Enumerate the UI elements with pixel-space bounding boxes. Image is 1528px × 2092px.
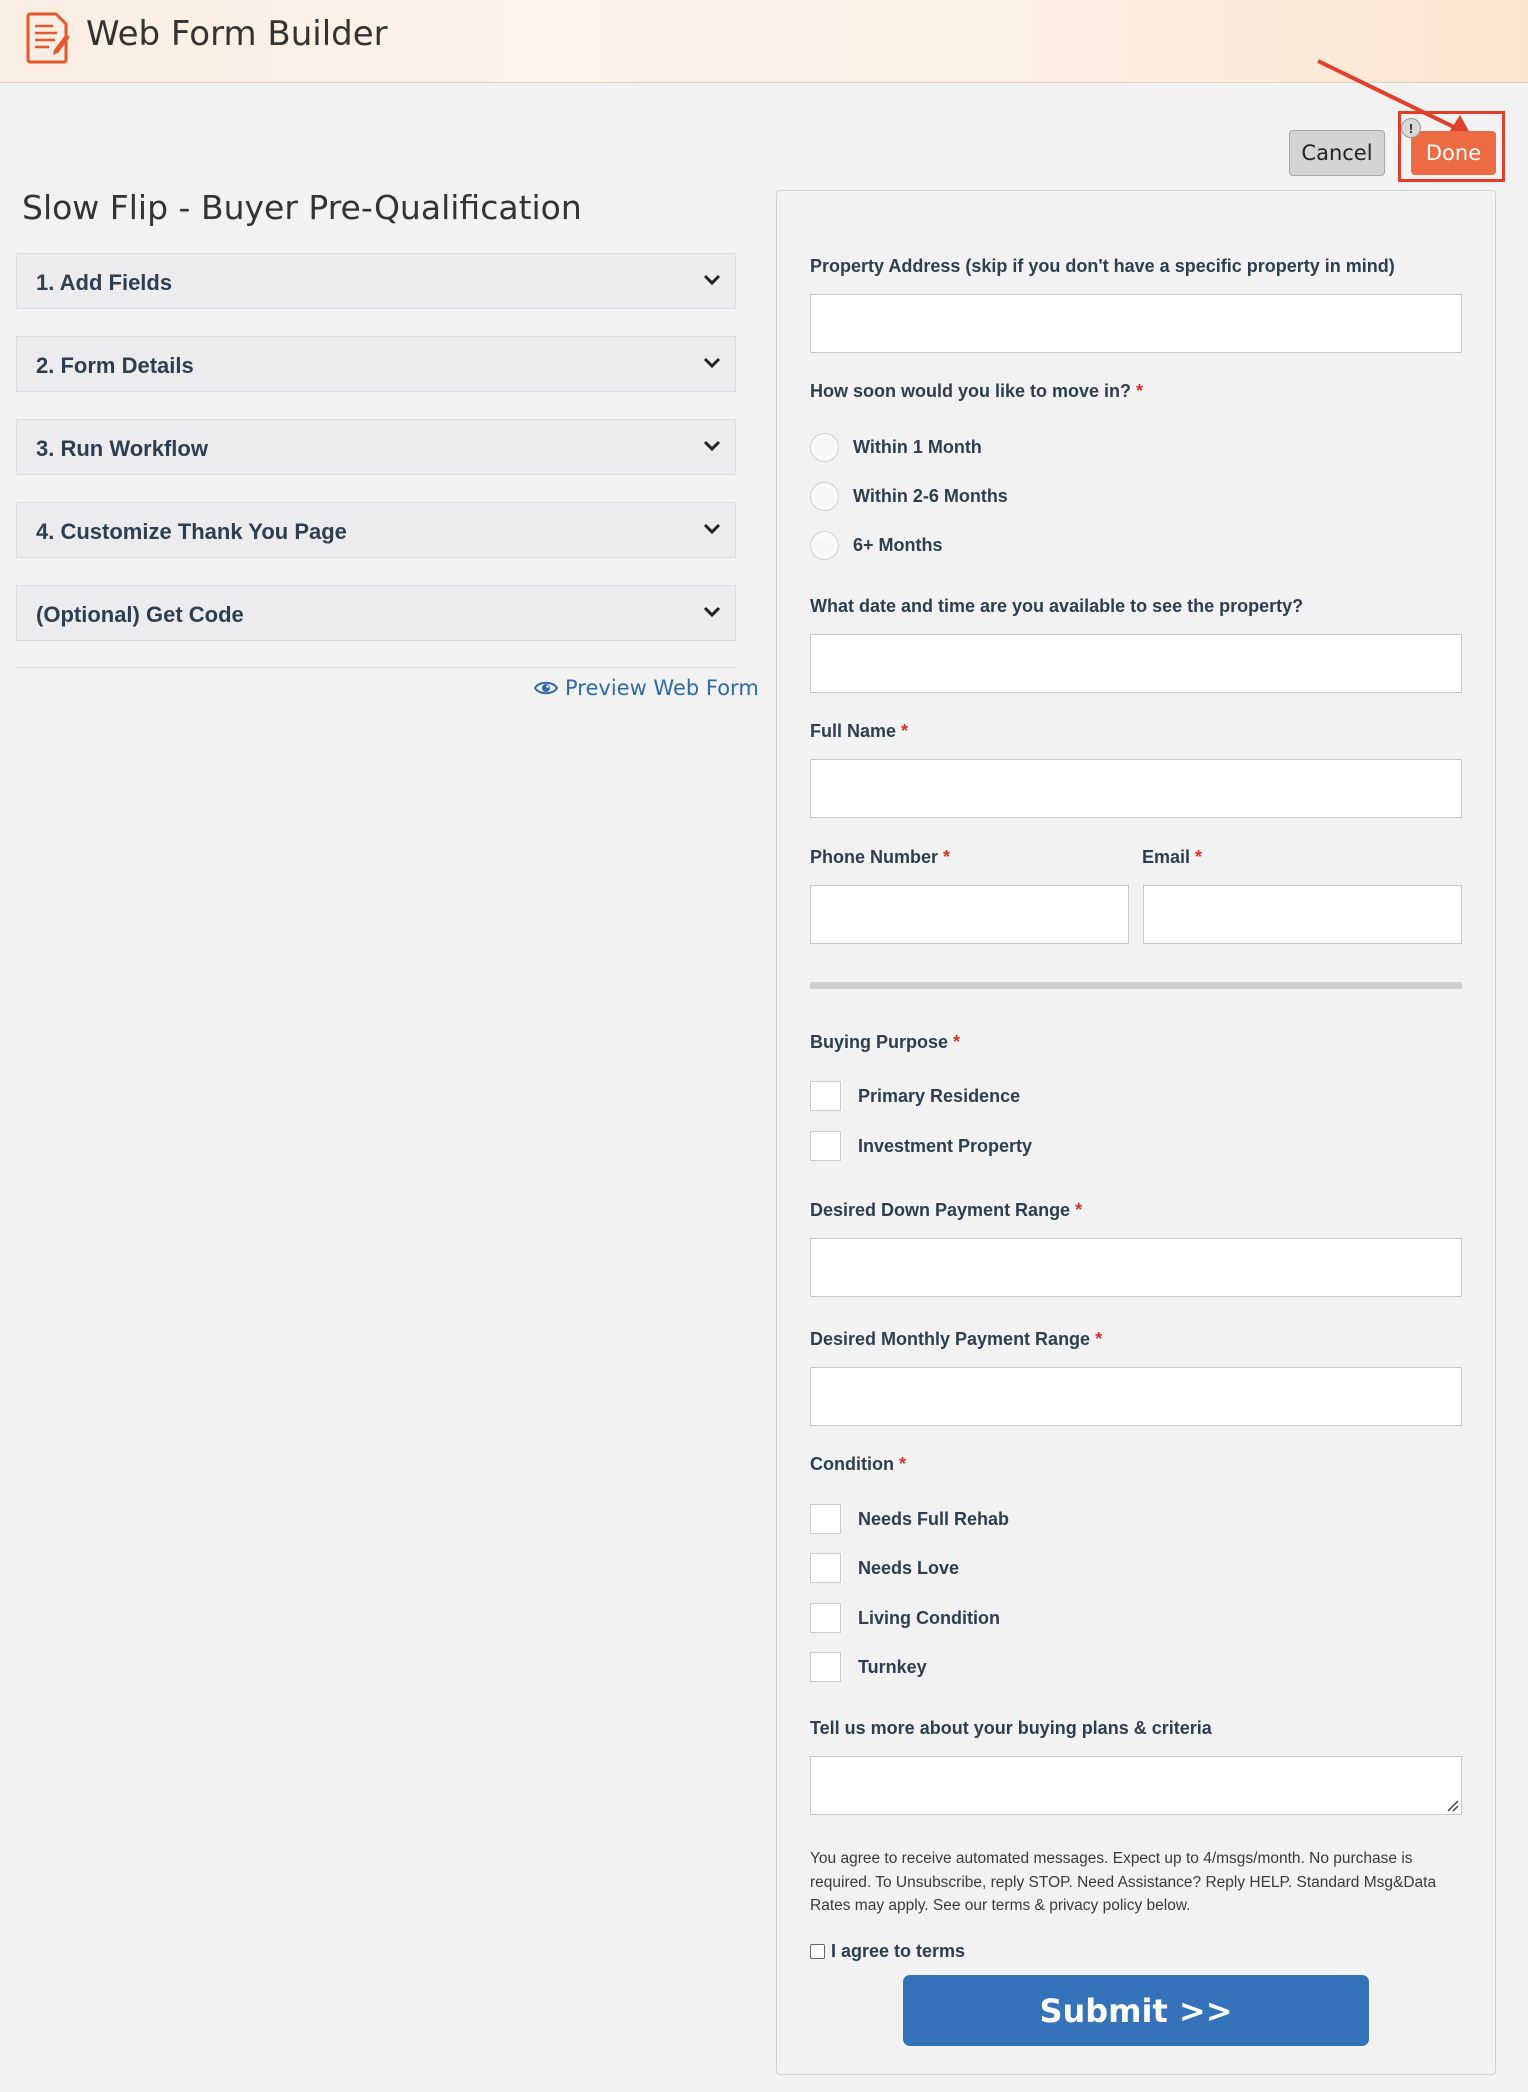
full-name-label: Full Name * (810, 721, 909, 741)
down-payment-input[interactable] (810, 1238, 1462, 1297)
chevron-down-icon (701, 517, 723, 539)
section-label: 2. Form Details (36, 353, 194, 378)
resize-grip-icon[interactable] (1445, 1798, 1459, 1812)
done-button[interactable]: Done (1411, 131, 1496, 175)
section-thank-you-page[interactable] (16, 502, 736, 558)
radio-label: 6+ Months (853, 534, 943, 555)
plans-textarea[interactable] (810, 1756, 1462, 1815)
plans-label: Tell us more about your buying plans & criteria (810, 1718, 1212, 1738)
monthly-payment-label: Desired Monthly Payment Range * (810, 1329, 1103, 1349)
checkbox-label: Primary Residence (858, 1085, 1021, 1106)
checkbox-option[interactable] (810, 1131, 1032, 1161)
submit-button[interactable]: Submit >> (903, 1975, 1369, 2046)
chevron-down-icon (701, 434, 723, 456)
checkbox[interactable] (810, 1131, 841, 1161)
availability-input[interactable] (810, 634, 1462, 693)
radio-label: Within 1 Month (853, 436, 982, 457)
divider (16, 667, 736, 668)
checkbox-option[interactable] (810, 1553, 959, 1583)
checkbox-label: Needs Full Rehab (858, 1508, 1010, 1529)
chevron-down-icon (701, 351, 723, 373)
down-payment-label: Desired Down Payment Range * (810, 1200, 1083, 1220)
radio-option[interactable] (810, 530, 943, 560)
checkbox[interactable] (810, 1652, 841, 1682)
radio-label: Within 2-6 Months (853, 485, 1008, 506)
preview-label: Preview Web Form (565, 676, 759, 700)
section-label: 3. Run Workflow (36, 436, 208, 461)
checkbox-label: Turnkey (858, 1656, 927, 1677)
cancel-button[interactable]: Cancel (1289, 130, 1385, 176)
agree-terms-row[interactable] (810, 1941, 965, 1962)
monthly-payment-input[interactable] (810, 1367, 1462, 1426)
checkbox-option[interactable] (810, 1652, 927, 1682)
availability-label: What date and time are you available to see the property? (810, 596, 1304, 616)
section-form-details[interactable] (16, 336, 736, 392)
section-get-code[interactable] (16, 585, 736, 641)
checkbox-label: Investment Property (858, 1135, 1033, 1156)
form-document-icon (24, 10, 72, 64)
move-in-label: How soon would you like to move in? * (810, 381, 1144, 401)
checkbox-option[interactable] (810, 1504, 1009, 1534)
consent-disclaimer: You agree to receive automated messages. Expect up to 4/msgs/month. No purchase is required. To Unsubscribe, reply STOP. Need Assistance? Reply HELP. Standard Msg&Data Rates may apply. See our terms & privacy policy below. (810, 1850, 1437, 1914)
checkbox[interactable] (810, 1504, 841, 1534)
app-title: Web Form Builder (86, 14, 388, 54)
section-label: 1. Add Fields (36, 270, 173, 295)
alert-badge-icon: ! (1401, 118, 1421, 138)
checkbox-label: Living Condition (858, 1607, 1000, 1628)
checkbox-option[interactable] (810, 1603, 1000, 1633)
phone-label: Phone Number * (810, 847, 951, 867)
agree-terms-checkbox[interactable] (810, 1944, 825, 1959)
section-label: 4. Customize Thank You Page (36, 519, 347, 544)
preview-web-form-link[interactable] (534, 676, 759, 700)
checkbox[interactable] (810, 1553, 841, 1583)
condition-label: Condition * (810, 1454, 907, 1474)
email-label: Email * (1142, 847, 1203, 867)
buying-purpose-label: Buying Purpose * (810, 1032, 961, 1052)
full-name-input[interactable] (810, 759, 1462, 818)
section-add-fields[interactable] (16, 253, 736, 309)
email-input[interactable] (1143, 885, 1462, 944)
section-label: (Optional) Get Code (36, 602, 244, 627)
radio-button[interactable] (810, 531, 839, 560)
radio-button[interactable] (810, 433, 839, 462)
radio-option[interactable] (810, 432, 982, 462)
checkbox-label: Needs Love (858, 1557, 960, 1578)
section-divider (810, 982, 1462, 989)
app-header (0, 0, 1528, 83)
checkbox-option[interactable] (810, 1081, 1020, 1111)
checkbox[interactable] (810, 1603, 841, 1633)
property-address-label: Property Address (skip if you don't have a specific property in mind) (810, 256, 1395, 276)
property-address-input[interactable] (810, 294, 1462, 353)
eye-icon (534, 680, 558, 696)
chevron-down-icon (701, 600, 723, 622)
section-run-workflow[interactable] (16, 419, 736, 475)
phone-input[interactable] (810, 885, 1129, 944)
chevron-down-icon (701, 268, 723, 290)
radio-option[interactable] (810, 481, 1008, 511)
checkbox[interactable] (810, 1081, 841, 1111)
form-title: Slow Flip - Buyer Pre-Qualification (22, 188, 582, 227)
agree-terms-label: I agree to terms (831, 1941, 966, 1961)
radio-button[interactable] (810, 482, 839, 511)
